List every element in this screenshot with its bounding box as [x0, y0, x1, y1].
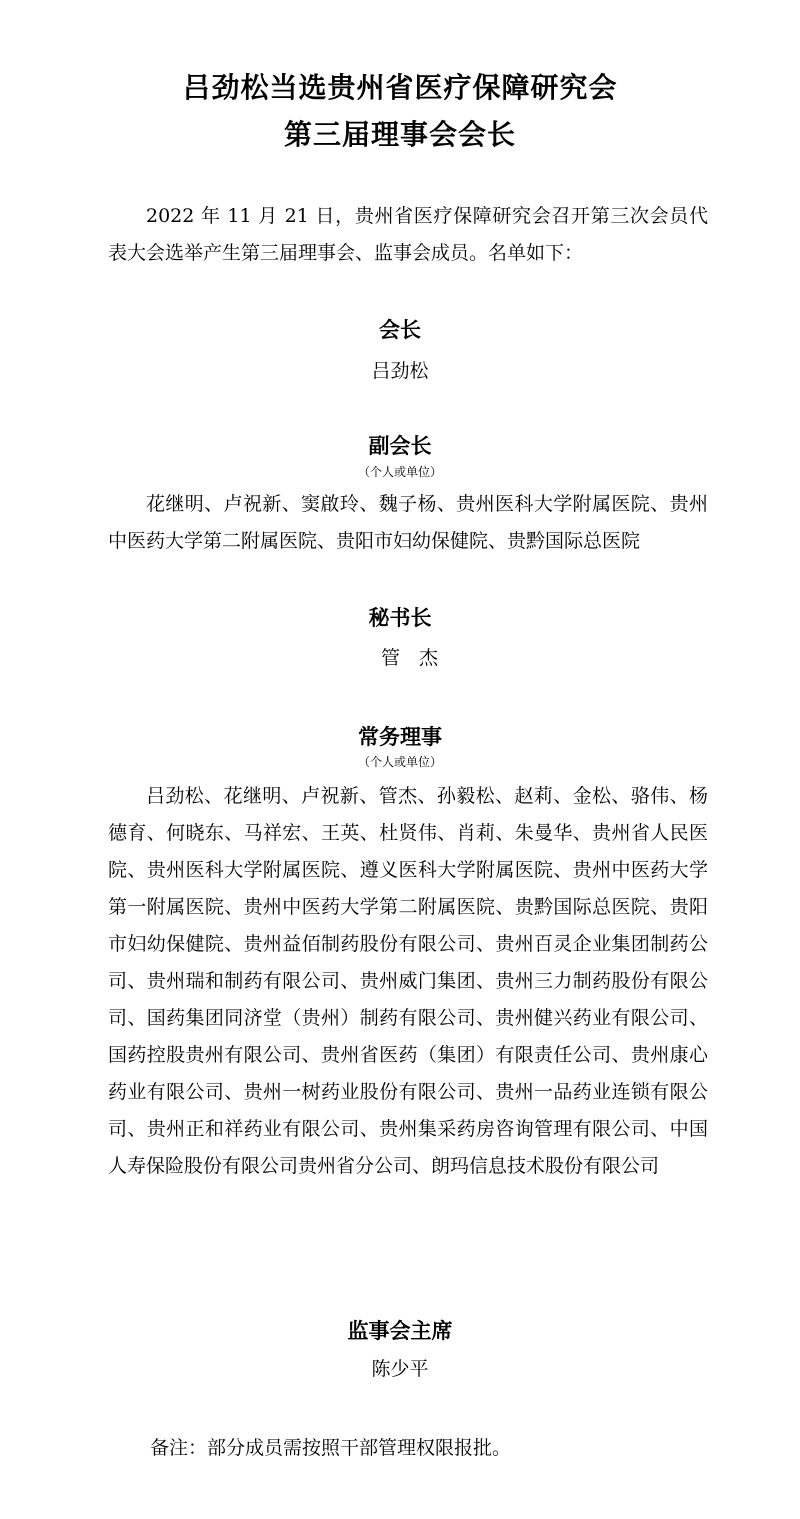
- supervisory-chair-heading: 监事会主席: [347, 1319, 453, 1343]
- president-heading: 会长: [379, 318, 421, 342]
- document-title-line-1: 吕劲松当选贵州省医疗保障研究会: [182, 71, 618, 104]
- document-title-line-2: 第三届理事会会长: [283, 118, 516, 151]
- vice-president-note: （个人或单位）: [357, 465, 442, 479]
- standing-directors-note: （个人或单位）: [357, 755, 442, 769]
- secretary-general-heading: 秘书长: [368, 606, 432, 630]
- president-name: 吕劲松: [371, 360, 429, 382]
- secretary-general-name: 管杰: [380, 647, 457, 669]
- standing-directors-heading: 常务理事: [358, 725, 442, 749]
- remark-note: 备注：部分成员需按照干部管理权限报批。: [150, 1437, 512, 1459]
- vice-president-list: 花继明、卢祝新、窦啟玲、魏子杨、贵州医科大学附属医院、贵州中医药大学第二附属医院、贵阳市妇幼保健院、贵黔国际总医院: [108, 493, 708, 552]
- supervisory-chair-name: 陈少平: [371, 1358, 429, 1380]
- intro-paragraph: 2022 年 11 月 21 日，贵州省医疗保障研究会召开第三次会员代表大会选举产生第三届理事会、监事会成员。名单如下：: [108, 205, 708, 264]
- vice-president-heading: 副会长: [368, 434, 432, 458]
- standing-directors-list: 吕劲松、花继明、卢祝新、管杰、孙毅松、赵莉、金松、骆伟、杨德育、何晓东、马祥宏、王英、杜贤伟、肖莉、朱曼华、贵州省人民医院、贵州医科大学附属医院、遵义医科大学附属医院、贵州中医药大学第一附属医院、贵州中医药大学第二附属医院、贵黔国际总医院、贵阳市妇幼保健院、贵州益佰制药股份有限公司、贵州百灵企业集团制药公司、贵州瑞和制药有限公司、贵州威门集团、贵州三力制药股份有限公司、国药集团同济堂（贵州）制药有限公司、贵州健兴药业有限公司、国药控股贵州有限公司、贵州省医药（集团）有限责任公司、贵州康心药业有限公司、贵州一树药业股份有限公司、贵州一品药业连锁有限公司、贵州正和祥药业有限公司、贵州集采药房咨询管理有限公司、中国人寿保险股份有限公司贵州省分公司、朗玛信息技术股份有限公司: [108, 785, 708, 1177]
